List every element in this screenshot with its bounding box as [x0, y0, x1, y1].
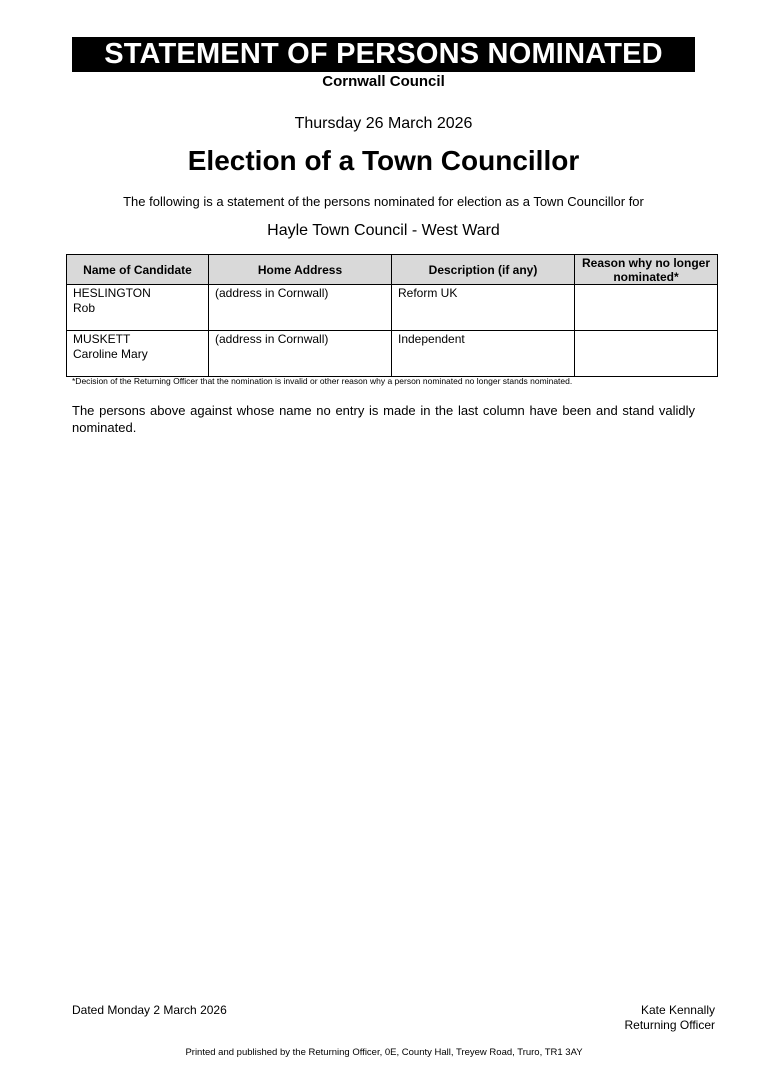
dated-line: Dated Monday 2 March 2026	[72, 1003, 227, 1017]
table-row	[67, 331, 718, 377]
column-header-reason: Reason why no longer nominated*	[575, 255, 718, 285]
candidate-address-cell: (address in Cornwall)	[209, 285, 392, 331]
candidate-name-cell	[67, 285, 209, 331]
column-header-description: Description (if any)	[392, 255, 575, 285]
document-banner: STATEMENT OF PERSONS NOMINATED	[72, 37, 695, 72]
intro-text: The following is a statement of the persons nominated for election as a Town Councillor for	[123, 194, 644, 209]
poll-date: Thursday 26 March 2026	[294, 115, 473, 132]
table-row	[67, 285, 718, 331]
candidate-reason-cell	[575, 285, 718, 331]
column-header-name: Name of Candidate	[67, 255, 209, 285]
election-title: Election of a Town Councillor	[187, 145, 580, 176]
candidate-forenames: Rob	[73, 301, 96, 315]
imprint-line: Printed and published by the Returning Officer, 0E, County Hall, Treyew Road, Truro, TR1 3AY	[185, 1047, 583, 1058]
council-name: Cornwall Council	[322, 73, 445, 90]
candidate-forenames: Caroline Mary	[73, 347, 148, 361]
candidate-surname: HESLINGTON	[73, 286, 151, 300]
returning-officer-signature	[625, 1003, 716, 1033]
officer-name: Kate Kennally	[640, 1003, 715, 1017]
officer-title: Returning Officer	[624, 1018, 715, 1032]
table-header-row	[67, 255, 718, 285]
candidate-name-cell	[67, 331, 209, 377]
table-footnote: *Decision of the Returning Officer that the nomination is invalid or other reason why a person nominated no longer stands nominated.	[72, 376, 573, 386]
candidate-description-cell: Reform UK	[392, 285, 575, 331]
candidate-address-cell: (address in Cornwall)	[209, 331, 392, 377]
candidate-description-cell: Independent	[392, 331, 575, 377]
column-header-address: Home Address	[209, 255, 392, 285]
candidates-table	[66, 254, 718, 377]
candidate-surname: MUSKETT	[73, 332, 131, 346]
nomination-statement: The persons above against whose name no entry is made in the last column have been and stand validly nominated.	[72, 403, 695, 435]
ward-name: Hayle Town Council - West Ward	[267, 222, 500, 239]
candidate-reason-cell	[575, 331, 718, 377]
